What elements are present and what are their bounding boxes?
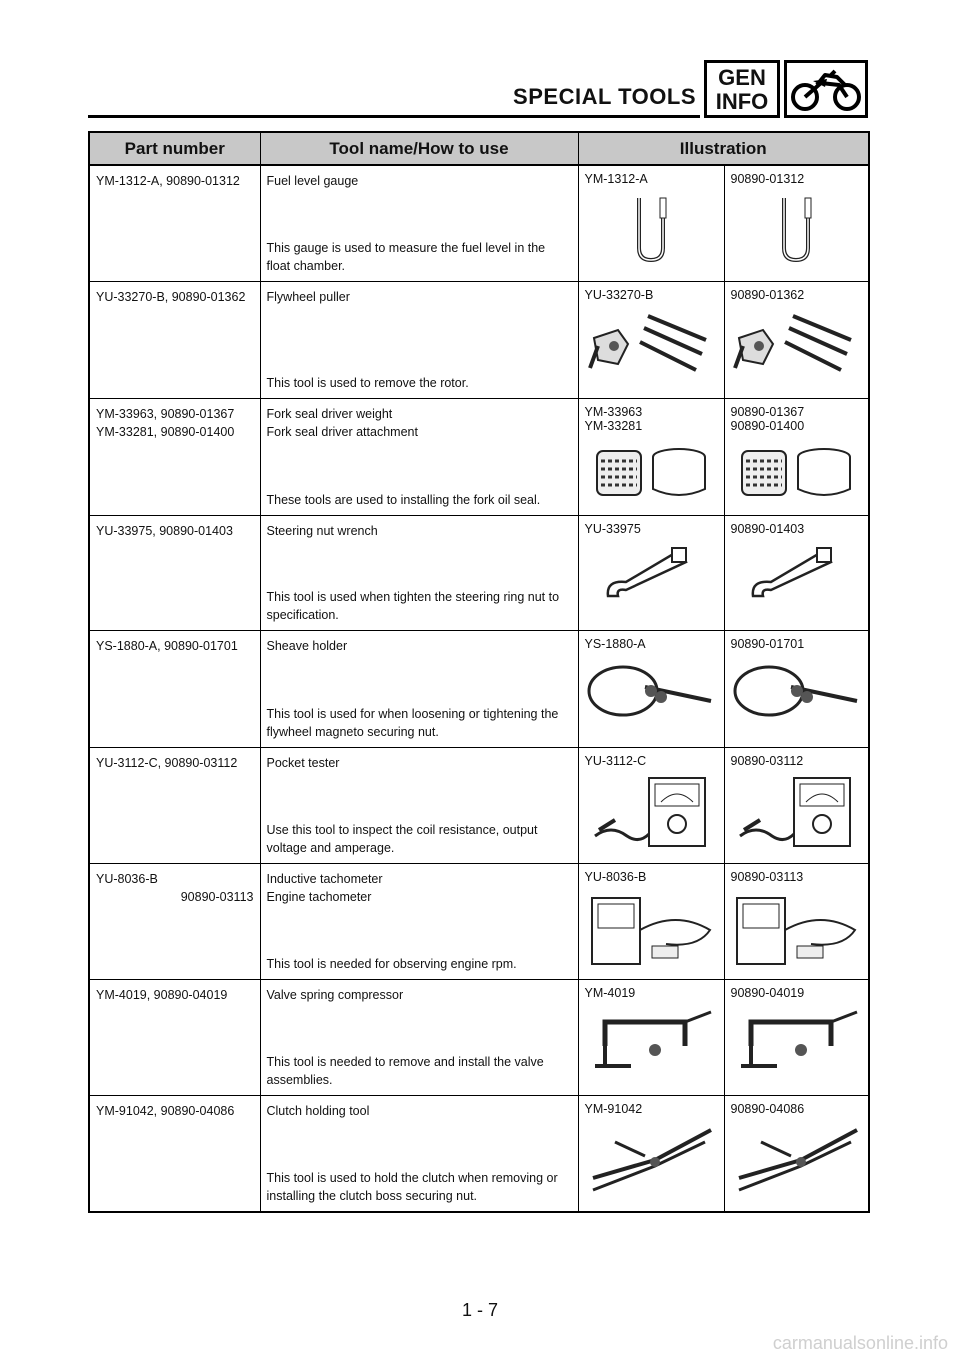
col-header-part-number: Part number	[89, 132, 260, 165]
illustration-cell	[724, 863, 869, 979]
driver-icon	[731, 439, 863, 510]
tester-icon	[731, 774, 863, 855]
how-to-use: This tool is used to hold the clutch when removing or installing the clutch boss securing nut.	[266, 1171, 558, 1203]
table-row	[89, 165, 869, 281]
u-tube-icon	[731, 192, 863, 269]
table-row	[89, 398, 869, 515]
illustration-cell	[578, 863, 724, 979]
illustration-part-number: 90890-03113	[730, 869, 804, 884]
table-row	[89, 863, 869, 979]
part-number: YM-4019, 90890-04019	[96, 987, 228, 1002]
wrench-icon	[585, 542, 718, 607]
puller-icon	[731, 308, 863, 389]
tool-name: Fork seal driver weight	[266, 406, 393, 421]
pliers-icon	[585, 1122, 718, 1203]
part-number-cell	[89, 398, 260, 515]
puller-icon	[585, 308, 718, 389]
illustration-cell	[724, 515, 869, 630]
part-number-cell	[89, 747, 260, 863]
how-to-use: These tools are used to installing the fork oil seal.	[266, 492, 541, 507]
part-number: YU-33975, 90890-01403	[96, 523, 233, 538]
illustration-part-number: 90890-01312	[730, 172, 805, 186]
badge-line2: INFO	[715, 89, 769, 114]
illustration-part-number: 90890-04019	[730, 985, 805, 1000]
illustration-cell	[578, 398, 724, 515]
illustration-part-number: YU-33975	[584, 521, 641, 536]
tool-name: Engine tachometer	[266, 889, 372, 904]
illustration-cell	[724, 630, 869, 747]
tool-name-cell	[260, 863, 578, 979]
tool-name: Flywheel puller	[266, 289, 350, 304]
tool-name-cell	[260, 747, 578, 863]
tool-name-cell	[260, 630, 578, 747]
page-title: SPECIAL TOOLS	[513, 84, 696, 109]
illustration-cell	[578, 281, 724, 398]
part-number: YU-33270-B, 90890-01362	[96, 289, 246, 304]
illustration-cell	[578, 515, 724, 630]
tacho-icon	[731, 890, 863, 975]
illustration-part-number: YU-33270-B	[584, 287, 654, 302]
illustration-part-number: 90890-01367 90890-01400	[730, 404, 805, 433]
tool-name: Steering nut wrench	[266, 523, 378, 538]
tool-name-cell	[260, 165, 578, 281]
illustration-cell	[578, 630, 724, 747]
table-row	[89, 1095, 869, 1212]
how-to-use: Use this tool to inspect the coil resistance, output voltage and amperage.	[266, 822, 538, 855]
illustration-cell	[724, 281, 869, 398]
illustration-cell	[724, 979, 869, 1095]
part-number: YM-33281, 90890-01400	[96, 424, 235, 439]
illustration-cell	[724, 398, 869, 515]
table-row	[89, 979, 869, 1095]
tool-name-cell	[260, 1095, 578, 1212]
part-number: YM-91042, 90890-04086	[96, 1103, 235, 1118]
holder-icon	[731, 657, 863, 728]
special-tools-table	[88, 131, 870, 1213]
tester-icon	[585, 774, 718, 855]
tool-name: Fuel level gauge	[266, 174, 359, 188]
illustration-part-number: YS-1880-A	[584, 636, 646, 651]
illustration-part-number: YM-91042	[584, 1101, 643, 1116]
part-number: 90890-03113	[180, 889, 254, 904]
illustration-cell	[724, 165, 869, 281]
part-number-cell	[89, 863, 260, 979]
tacho-icon	[585, 890, 718, 975]
illustration-part-number: 90890-01701	[730, 636, 805, 651]
wrench-icon	[731, 542, 863, 607]
section-badge	[704, 60, 780, 118]
how-to-use: This tool is needed to remove and install the valve assemblies.	[266, 1054, 544, 1087]
table-row	[89, 281, 869, 398]
tool-name: Valve spring compressor	[266, 987, 404, 1002]
page-header	[88, 60, 868, 124]
motorcycle-icon	[784, 60, 868, 118]
tool-name: Fork seal driver attachment	[266, 424, 418, 439]
col-header-tool-name: Tool name/How to use	[260, 132, 578, 165]
illustration-part-number: YU-3112-C	[584, 753, 647, 768]
tool-name: Inductive tachometer	[266, 871, 383, 886]
part-number-cell	[89, 515, 260, 630]
tool-name: Clutch holding tool	[266, 1103, 370, 1118]
table-row	[89, 630, 869, 747]
illustration-part-number: 90890-04086	[730, 1101, 805, 1116]
illustration-part-number: YM-1312-A	[584, 172, 648, 186]
illustration-cell	[724, 747, 869, 863]
clamp-icon	[731, 1006, 863, 1087]
table-row	[89, 515, 869, 630]
illustration-part-number: YU-8036-B	[584, 869, 647, 884]
illustration-cell	[724, 1095, 869, 1212]
tool-name-cell	[260, 979, 578, 1095]
part-number: YM-33963, 90890-01367	[96, 406, 235, 421]
driver-icon	[585, 439, 718, 510]
part-number: YU-3112-C, 90890-03112	[96, 755, 238, 770]
illustration-cell	[578, 979, 724, 1095]
tool-name: Pocket tester	[266, 755, 340, 770]
how-to-use: This tool is used to remove the rotor.	[266, 375, 469, 390]
illustration-part-number: 90890-01362	[730, 287, 805, 302]
how-to-use: This tool is used when tighten the steering ring nut to specification.	[266, 589, 560, 622]
watermark: carmanualsonline.info	[772, 1333, 948, 1353]
part-number-cell	[89, 1095, 260, 1212]
part-number-cell	[89, 630, 260, 747]
col-header-illustration: Illustration	[578, 132, 869, 165]
part-number-cell	[89, 165, 260, 281]
illustration-part-number: YM-4019	[584, 985, 636, 1000]
u-tube-icon	[585, 192, 718, 269]
badge-line1: GEN	[718, 65, 766, 90]
table-header-row	[89, 132, 869, 165]
part-number-cell	[89, 979, 260, 1095]
illustration-cell	[578, 1095, 724, 1212]
tool-name-cell	[260, 515, 578, 630]
illustration-part-number: YM-33963 YM-33281	[584, 404, 643, 433]
illustration-part-number: 90890-03112	[730, 753, 804, 768]
illustration-part-number: 90890-01403	[730, 521, 805, 536]
tool-name-cell	[260, 281, 578, 398]
part-number: YU-8036-B	[96, 871, 158, 886]
tool-name: Sheave holder	[266, 638, 348, 653]
illustration-cell	[578, 747, 724, 863]
clamp-icon	[585, 1006, 718, 1087]
part-number-cell	[89, 281, 260, 398]
illustration-cell	[578, 165, 724, 281]
table-row	[89, 747, 869, 863]
holder-icon	[585, 657, 718, 728]
how-to-use: This tool is needed for observing engine rpm.	[266, 956, 517, 971]
how-to-use: This tool is used for when loosening or tightening the flywheel magneto securing nut.	[266, 706, 559, 739]
part-number: YM-1312-A, 90890-01312	[96, 174, 240, 188]
how-to-use: This gauge is used to measure the fuel level in the float chamber.	[266, 240, 546, 273]
pliers-icon	[731, 1122, 863, 1203]
page-number: 1 - 7	[461, 1300, 499, 1320]
part-number: YS-1880-A, 90890-01701	[96, 638, 238, 653]
title-rule	[88, 115, 700, 118]
tool-name-cell	[260, 398, 578, 515]
